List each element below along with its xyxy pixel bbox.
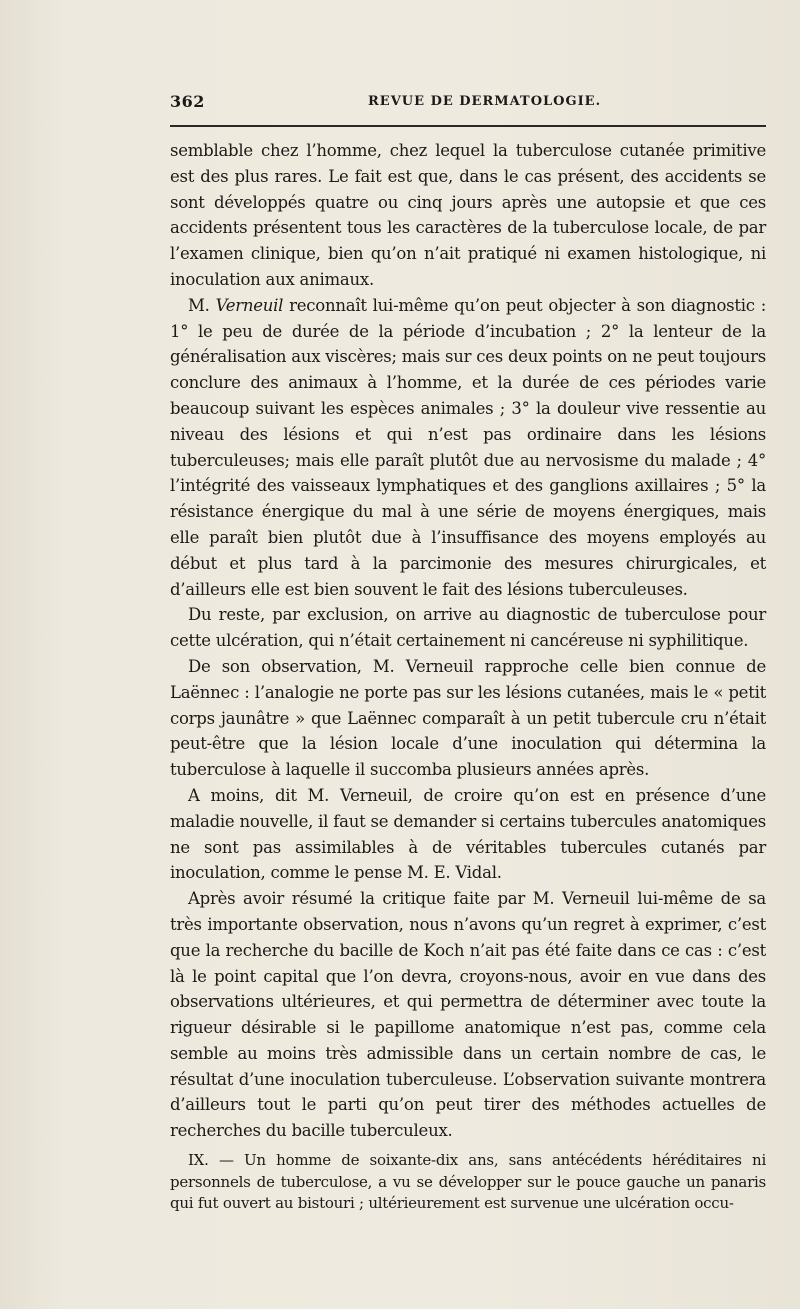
paragraph-2-name: Verneuil <box>215 295 284 315</box>
paragraph-2-lead: M. <box>188 295 210 315</box>
paragraph-2-rest: reconnaît lui-même qu’on peut objecter à son diagnostic : 1° le peu de durée de la période d’incubation ; 2° la lenteur de la généralisation aux viscères; mais sur ces deux points on ne peut toujours conclure des animaux à l’homme, et la durée de ces périodes varie beaucoup suivant les espèces animales ; 3° la douleur vive ressentie au niveau des lésions et qui n’est pas ordinaire dans les lésions tuberculeuses; mais elle paraît plutôt due au nervosisme du malade ; 4° l’intégrité des vaisseaux lymphatiques et des ganglions axillaires ; 5° la résistance énergique du mal à une série de moyens énergiques, mais elle paraît bien plutôt due à l’insuffisance des moyens employés au début et plus tard à la parcimonie des mesures chirurgicales, et d’ailleurs elle est bien souvent le fait des lésions tuberculeuses. <box>170 295 767 599</box>
header-rule <box>170 125 766 127</box>
paragraph-3: Du reste, par exclusion, on arrive au diagnostic de tuberculose pour cette ulcération, qui n’était certainement ni cancéreuse ni syphilitique. <box>170 605 766 651</box>
paragraph-6: Après avoir résumé la critique faite par M. Verneuil lui-même de sa très importante observation, nous n’avons qu’un regret à exprimer, c’est que la recherche du bacille de Koch n’ait pas été faite dans ce cas : c’est là le point capital que l’on devra, croyons-nous, avoir en vue dans des observations ultérieures, et qui permettra de déterminer avec toute la rigueur désirable si le papillome anatomique n’est pas, comme cela semble au moins très admissible dans un certain nombre de cas, le résultat d’une inoculation tuberculeuse. L’observation suivante montrera d’ailleurs tout le parti qu’on peut tirer des méthodes actuelles de recherches du bacille tuberculeux. <box>170 889 766 1141</box>
page-header <box>170 92 766 116</box>
paragraph-5: A moins, dit M. Verneuil, de croire qu’on est en présence d’une maladie nouvelle, il faut se demander si certains tubercules anatomiques ne sont pas assimilables à de véritables tubercules cutanés par inoculation, comme le pense M. E. Vidal. <box>170 785 766 883</box>
paragraph-2 <box>170 293 766 603</box>
observation-paragraph: IX. — Un homme de soixante-dix ans, sans antécédents héréditaires ni personnels de tuberculose, a vu se développer sur le pouce gauche un panaris qui fut ouvert au bistouri ; ultérieurement est survenue une ulcération occu- <box>170 1151 766 1213</box>
paragraph-1: semblable chez l’homme, chez lequel la tuberculose cutanée primitive est des plus rares. Le fait est que, dans le cas présent, des accidents se sont développés quatre ou cinq jours après une autopsie et que ces accidents présentent tous les caractères de la tuberculose locale, de par l’examen clinique, bien qu’on n’ait pratiqué ni examen histologique, ni inoculation aux animaux. <box>170 141 766 289</box>
page-number: 362 <box>170 92 205 111</box>
paragraph-4: De son observation, M. Verneuil rapproche celle bien connue de Laënnec : l’analogie ne porte pas sur les lésions cutanées, mais le « petit corps jaunâtre » que Laënnec comparaît à un petit tubercule cru n’était peut-être que la lésion locale d’une inoculation qui détermina la tuberculose à laquelle il succomba plusieurs années après. <box>170 656 766 780</box>
body-text <box>170 138 766 1215</box>
running-title: REVUE DE DERMATOLOGIE. <box>368 94 602 109</box>
